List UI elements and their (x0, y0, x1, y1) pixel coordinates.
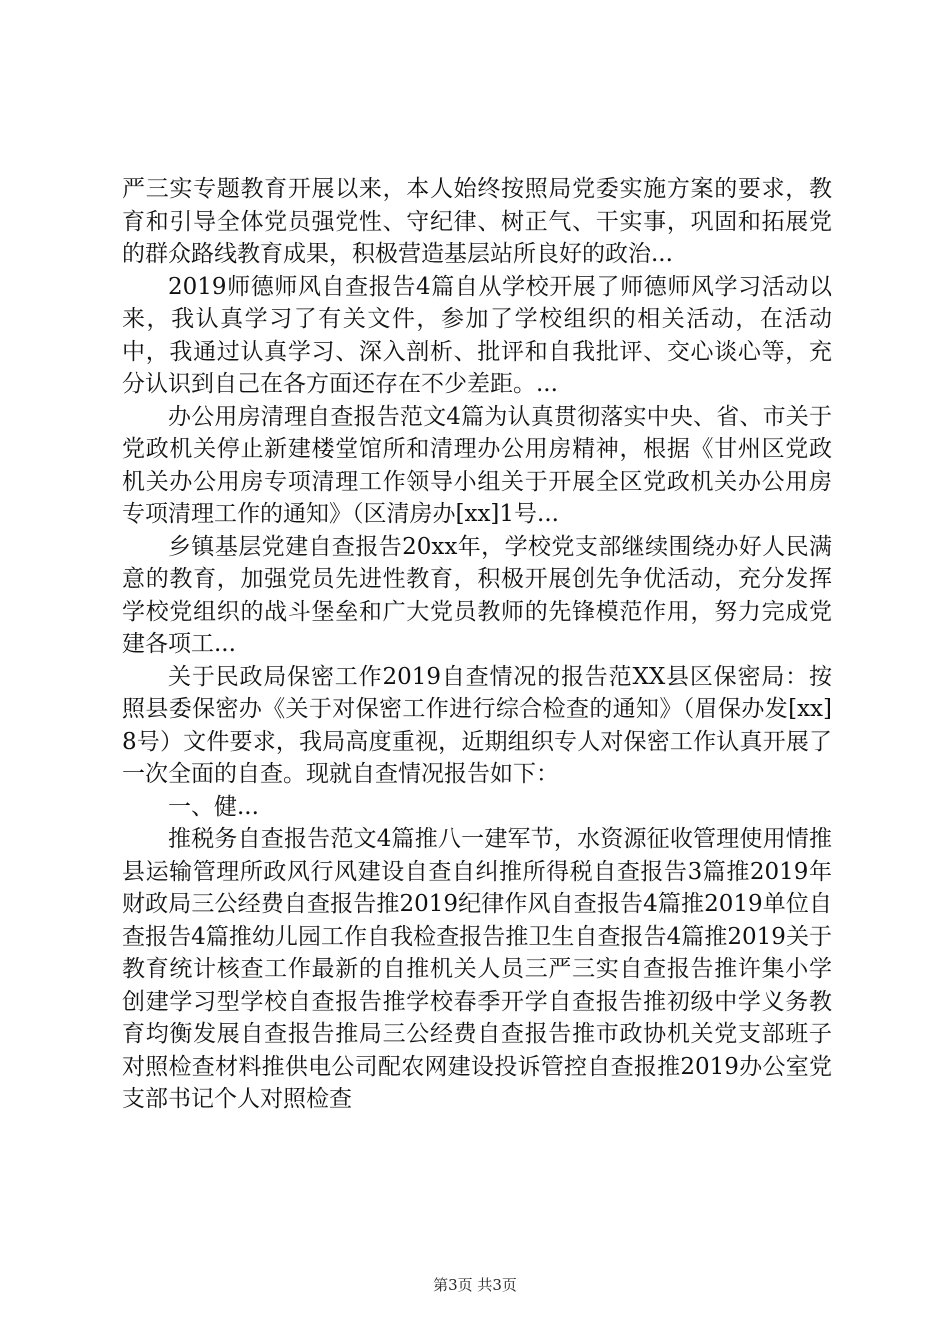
paragraph-2: 2019师德师风自查报告4篇自从学校开展了师德师风学习活动以来，我认真学习了有关文件，参加了学校组织的相关活动，在活动中，我通过认真学习、深入剖析、批评和自我批评、交心谈心等，充分认识到自己在各方面还存在不少差距。... (122, 273, 832, 397)
page-footer: 第3页 共3页 (433, 1276, 517, 1294)
paragraph-4: 乡镇基层党建自查报告20xx年，学校党支部继续围绕办好人民满意的教育，加强党员先进性教育，积极开展创先争优活动，充分发挥学校党组织的战斗堡垒和广大党员教师的先锋模范作用，努力完成党建各项工... (122, 533, 832, 657)
paragraph-7: 推税务自查报告范文4篇推八一建军节，水资源征收管理使用情推县运输管理所政风行风建设自查自纠推所得税自查报告3篇推2019年财政局三公经费自查报告推2019纪律作风自查报告4篇推2019单位自查报告4篇推幼儿园工作自我检查报告推卫生自查报告4篇推2019关于教育统计核查工作最新的自推机关人员三严三实自查报告推许集小学创建学习型学校自查报告推学校春季开学自查报告推初级中学义务教育均衡发展自查报告推局三公经费自查报告推市政协机关党支部班子对照检查材料推供电公司配农网建设投诉管控自查报推2019办公室党支部书记个人对照检查 (122, 826, 832, 1112)
paragraph-3: 办公用房清理自查报告范文4篇为认真贯彻落实中央、省、市关于党政机关停止新建楼堂馆所和清理办公用房精神，根据《甘州区党政机关办公用房专项清理工作领导小组关于开展全区党政机关办公用房专项清理工作的通知》（区清房办[xx]1号... (122, 403, 832, 527)
document-body (122, 173, 832, 1116)
paragraph-1: 严三实专题教育开展以来，本人始终按照局党委实施方案的要求，教育和引导全体党员强党性、守纪律、树正气、干实事，巩固和拓展党的群众路线教育成果，积极营造基层站所良好的政治... (122, 176, 832, 267)
paragraph-5: 关于民政局保密工作2019自查情况的报告范XX县区保密局：按照县委保密办《关于对保密工作进行综合检查的通知》（眉保办发[xx]8号）文件要求，我局高度重视，近期组织专人对保密工作认真开展了一次全面的自查。现就自查情况报告如下： (122, 663, 832, 787)
paragraph-6: 一、健... (168, 793, 259, 820)
